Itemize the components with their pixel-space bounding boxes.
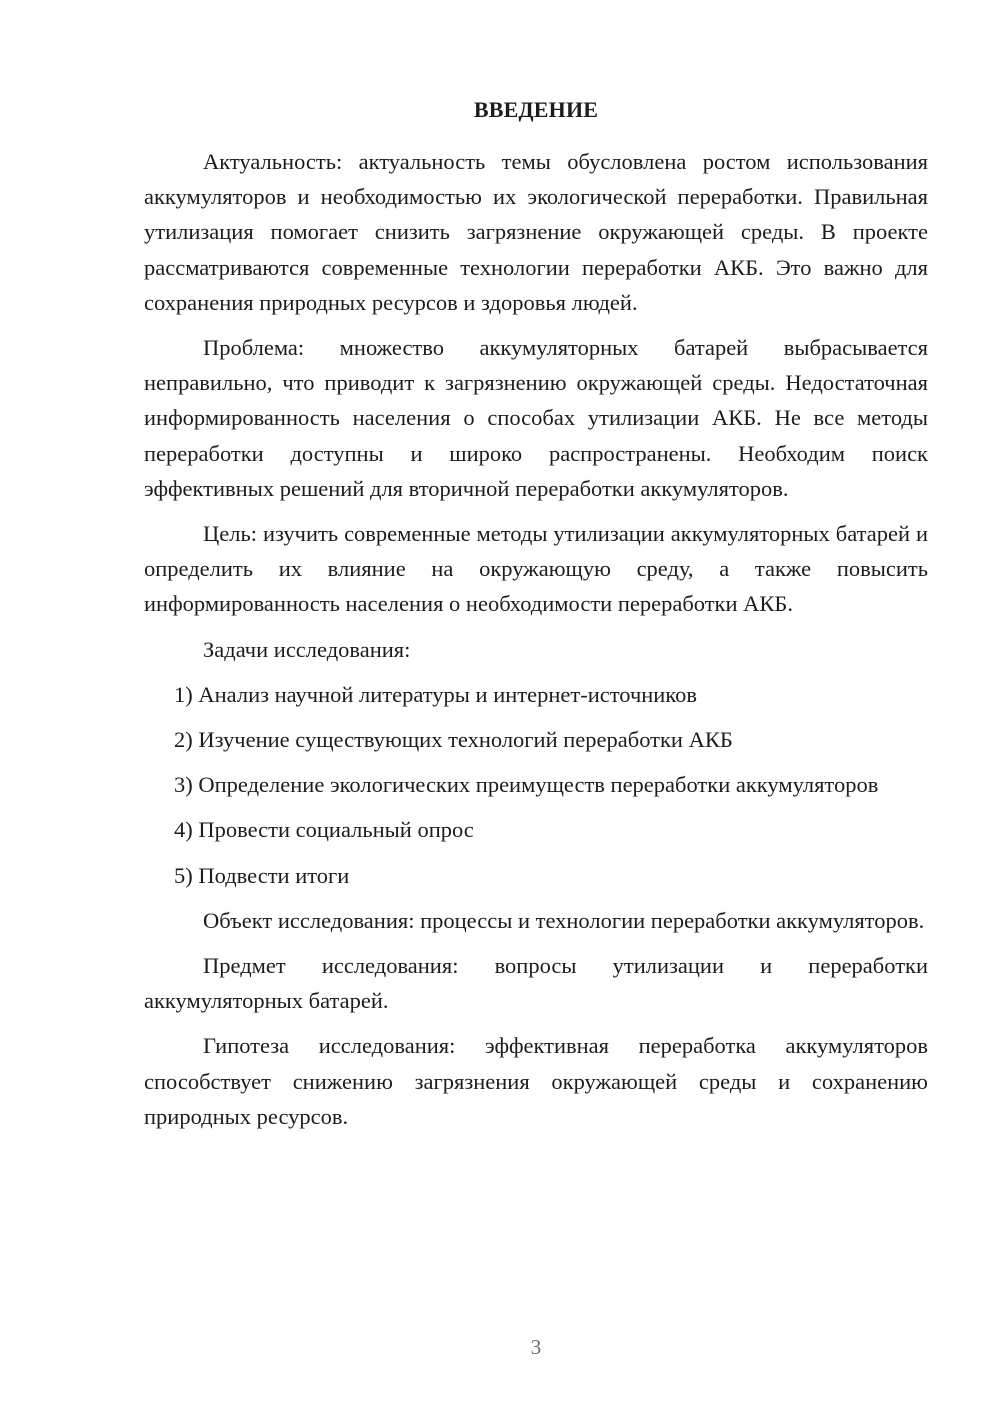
task-item-4: 4) Провести социальный опрос (174, 817, 474, 843)
task-item-3: 3) Определение экологических преимуществ переработки аккумуляторов (174, 772, 879, 798)
paragraph-problem: Проблема: множество аккумуляторных батарей выбрасывается неправильно, что приводит к загрязнению окружающей среды. Недостаточная информированность населения о способах утилизации АКБ. Не все методы переработки доступны и широко распространены. Необходим поиск эффективных решений для вторичной переработки аккумуляторов. (144, 335, 928, 501)
paragraph-subject: Предмет исследования: вопросы утилизации и переработки аккумуляторных батарей. (144, 953, 928, 1014)
section-heading: ВВЕДЕНИЕ (473, 97, 599, 122)
task-item-2: 2) Изучение существующих технологий переработки АКБ (174, 727, 733, 753)
task-item-5: 5) Подвести итоги (174, 862, 350, 888)
paragraph-hypothesis: Гипотеза исследования: эффективная переработка аккумуляторов способствует снижению загрязнения окружающей среды и сохранению природных ресурсов. (144, 1033, 928, 1129)
task-item-1: 1) Анализ научной литературы и интернет-источников (174, 681, 698, 707)
page-number: 3 (530, 1335, 542, 1359)
paragraph-object: Объект исследования: процессы и технологии переработки аккумуляторов. (203, 907, 925, 933)
paragraph-tasks-heading: Задачи исследования: (203, 636, 411, 662)
body-text (144, 144, 928, 1134)
paragraph-relevance: Актуальность: актуальность темы обусловлена ростом использования аккумуляторов и необходимостью их экологической переработки. Правильная утилизация помогает снизить загрязнение окружающей среды. В проекте рассматриваются современные технологии переработки АКБ. Это важно для сохранения природных ресурсов и здоровья людей. (144, 149, 928, 315)
paragraph-goal: Цель: изучить современные методы утилизации аккумуляторных батарей и определить их влияние на окружающую среду, а также повысить информированность населения о необходимости переработки АКБ. (144, 521, 928, 617)
